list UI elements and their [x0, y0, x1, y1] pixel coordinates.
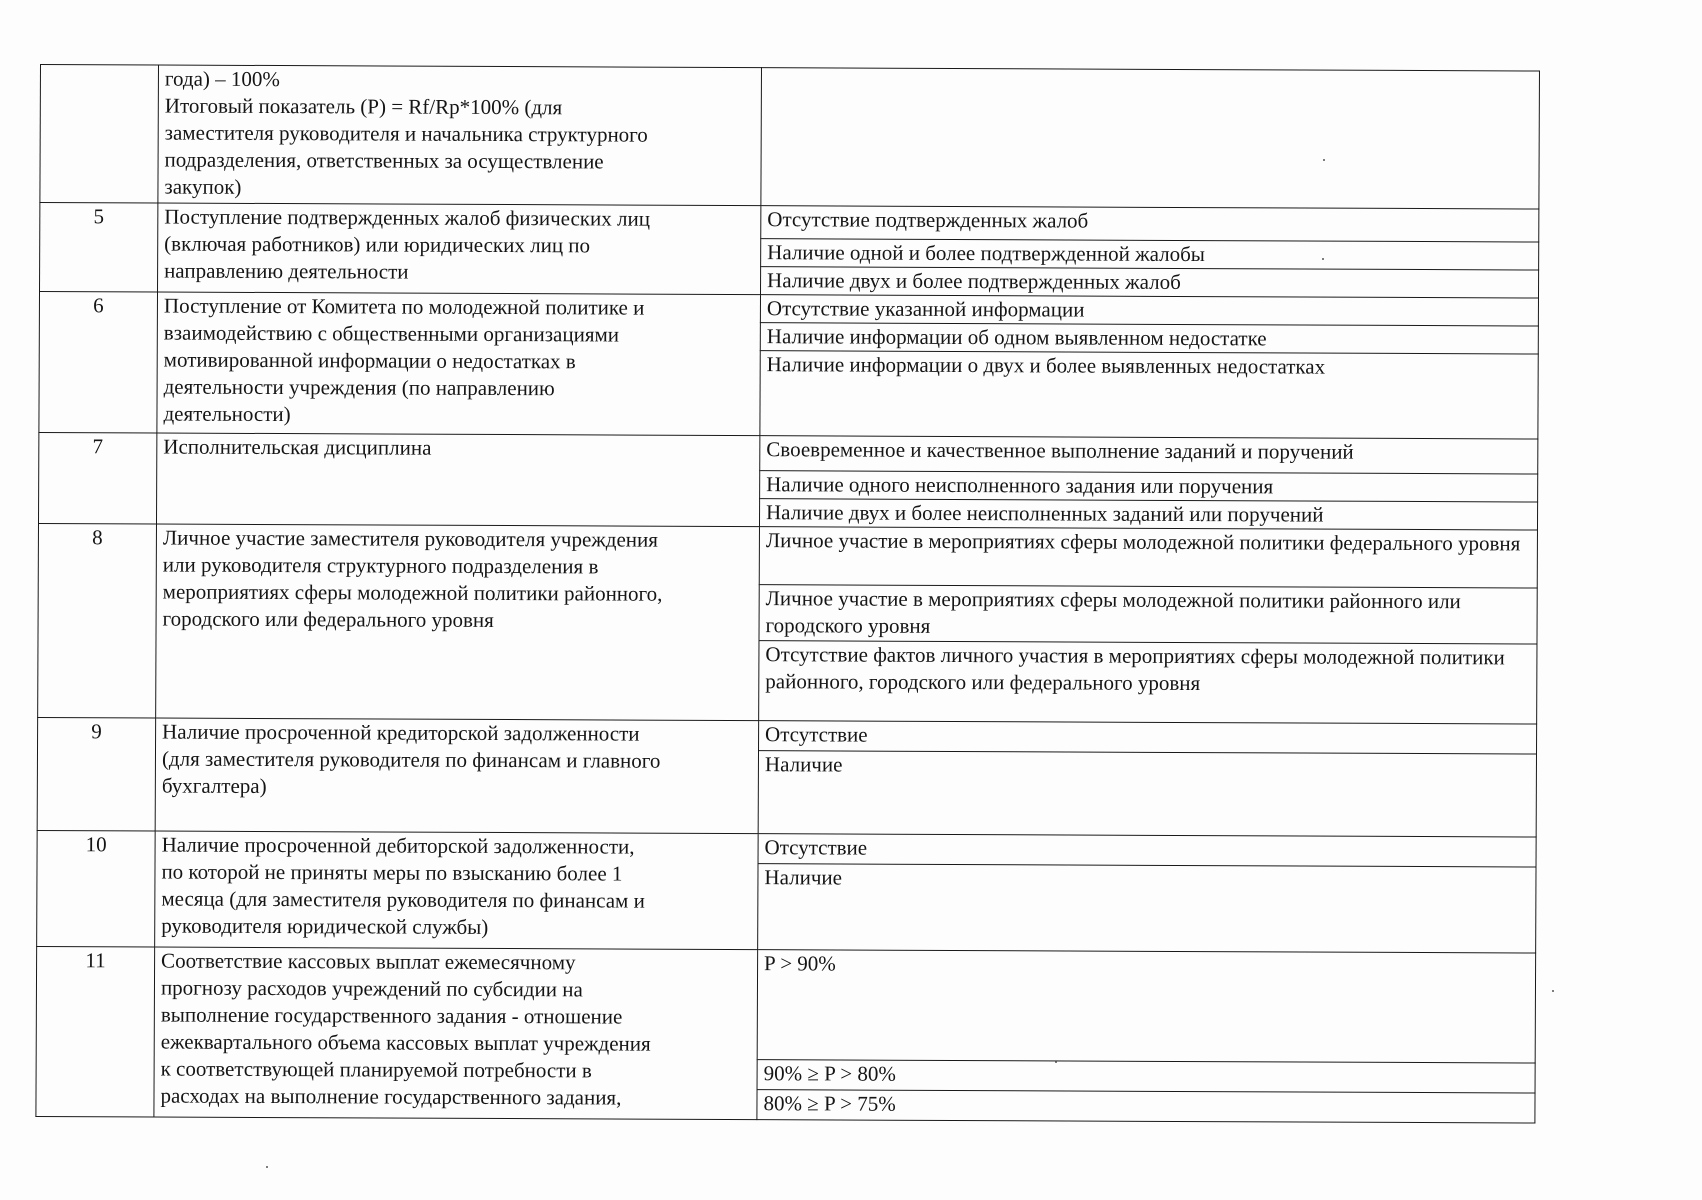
criterion-cell: P > 90%: [757, 950, 1535, 1063]
row-number-cell: [40, 65, 159, 204]
criterion-cell: Наличие информации об одном выявленном недостатке: [760, 323, 1538, 354]
criterion-cell: Наличие двух и более подтвержденных жалоб: [761, 267, 1539, 298]
table-row: [38, 717, 1537, 754]
criterion-cell: Наличие двух и более неисполненных заданий или поручений: [759, 499, 1537, 530]
criterion-cell: Личное участие в мероприятиях сферы молодежной политики районного или городского уровня: [759, 585, 1537, 644]
indicator-description-line: бухгалтера): [161, 773, 267, 798]
indicator-description-line: или руководителя структурного подразделения в: [162, 552, 599, 579]
indicator-description-line: Поступление от Комитета по молодежной политике и: [163, 293, 645, 320]
indicator-description-cell: [158, 203, 761, 295]
scan-speck: [1323, 159, 1325, 161]
criterion-cell: Отсутствие подтвержденных жалоб: [761, 206, 1539, 242]
table-row: [39, 432, 1538, 474]
indicator-description-line: года) – 100%: [164, 66, 280, 92]
row-number-cell: 6: [39, 292, 158, 434]
indicator-description-line: Наличие просроченной кредиторской задолженности: [162, 719, 640, 746]
criterion-cell: 80% ≥ P > 75%: [757, 1090, 1535, 1123]
scan-speck: [1055, 1061, 1057, 1063]
indicator-description-cell: [156, 433, 759, 527]
criterion-cell: Своевременное и качественное выполнение заданий и поручений: [760, 436, 1538, 474]
criterion-cell: Наличие одной и более подтвержденной жалобы: [761, 239, 1539, 270]
indicator-description-line: Личное участие заместителя руководителя учреждения: [162, 525, 659, 552]
row-number-cell: 10: [37, 830, 156, 947]
indicator-description-line: (для заместителя руководителя по финансам и главного: [161, 746, 661, 773]
criteria-table-body: [36, 65, 1540, 1124]
row-number-cell: 8: [38, 523, 157, 718]
table-row: [37, 830, 1536, 867]
indicator-description-line: ежеквартального объема кассовых выплат учреждения: [160, 1029, 651, 1056]
scan-speck: [266, 1166, 268, 1168]
criterion-cell: Отсутствие указанной информации: [760, 295, 1538, 326]
scan-speck: [1322, 258, 1324, 260]
indicator-description-line: Поступление подтвержденных жалоб физических лиц: [164, 204, 651, 231]
indicator-description-cell: [157, 292, 761, 436]
indicator-description-line: мероприятиях сферы молодежной политики районного,: [162, 579, 663, 606]
indicator-description-line: взаимодействию с общественными организациями: [163, 320, 620, 347]
indicator-description-line: мотивированной информации о недостатках в: [163, 347, 576, 374]
indicator-description-line: (включая работников) или юридических лиц по: [164, 231, 591, 258]
row-number-cell: 7: [38, 432, 156, 524]
row-number-cell: 9: [37, 717, 155, 831]
indicator-description-line: деятельности учреждения (по направлению: [163, 374, 555, 401]
indicator-description-cell: [155, 718, 758, 834]
table-row: [39, 292, 1538, 327]
indicator-description-cell: [158, 65, 762, 206]
criterion-cell: Отсутствие: [758, 834, 1536, 867]
indicator-description-line: Соответствие кассовых выплат ежемесячному: [161, 948, 576, 975]
criterion-cell: Отсутствие фактов личного участия в мероприятиях сферы молодежной политики районного, городского или федерального уровня: [759, 641, 1537, 724]
indicator-description-line: Исполнительская дисциплина: [163, 434, 432, 460]
criterion-cell: Личное участие в мероприятиях сферы молодежной политики федерального уровня: [759, 527, 1537, 588]
scan-speck: [1552, 990, 1554, 992]
indicator-description-line: подразделения, ответственных за осуществление: [164, 147, 604, 174]
criterion-cell: Наличие информации о двух и более выявленных недостатках: [760, 351, 1538, 439]
indicator-description-line: расходах на выполнение государственного задания,: [160, 1083, 622, 1110]
row-number-cell: 5: [40, 203, 158, 293]
indicator-description-line: закупок): [164, 174, 242, 199]
indicator-description-line: месяца (для заместителя руководителя по финансам и: [161, 886, 645, 913]
indicator-description-line: Итоговый показатель (P) = Rf/Rp*100% (для: [164, 93, 563, 120]
criterion-cell: Наличие: [758, 751, 1536, 837]
criterion-cell: 90% ≥ P > 80%: [757, 1060, 1535, 1093]
table-row: [40, 65, 1540, 210]
indicator-description-line: к соответствующей планируемой потребности в: [160, 1056, 592, 1083]
criterion-cell: [761, 68, 1540, 209]
indicator-description-line: деятельности): [163, 401, 291, 427]
indicator-description-line: руководителя юридической службы): [161, 913, 489, 939]
indicator-description-line: городского или федерального уровня: [162, 606, 494, 632]
table-row: [38, 523, 1537, 588]
criterion-cell: Отсутствие: [759, 721, 1537, 754]
criteria-table: [35, 64, 1540, 1124]
criterion-cell: Наличие одного неисполненного задания или поручения: [760, 471, 1538, 502]
indicator-description-line: прогнозу расходов учреждений по субсидии на: [160, 975, 583, 1002]
criterion-cell: Наличие: [758, 864, 1536, 953]
indicator-description-line: Наличие просроченной дебиторской задолженности,: [161, 832, 635, 859]
indicator-description-cell: [154, 947, 758, 1120]
row-number-cell: 11: [36, 946, 155, 1117]
indicator-description-cell: [156, 524, 760, 721]
indicator-description-line: направлению деятельности: [164, 258, 409, 284]
table-row: [36, 946, 1535, 1063]
indicator-description-line: по которой не приняты меры по взысканию более 1: [161, 859, 623, 886]
indicator-description-line: заместителя руководителя и начальника структурного: [164, 120, 648, 147]
table-row: [40, 203, 1539, 243]
indicator-description-cell: [155, 831, 759, 950]
indicator-description-line: выполнение государственного задания - отношение: [160, 1002, 623, 1029]
